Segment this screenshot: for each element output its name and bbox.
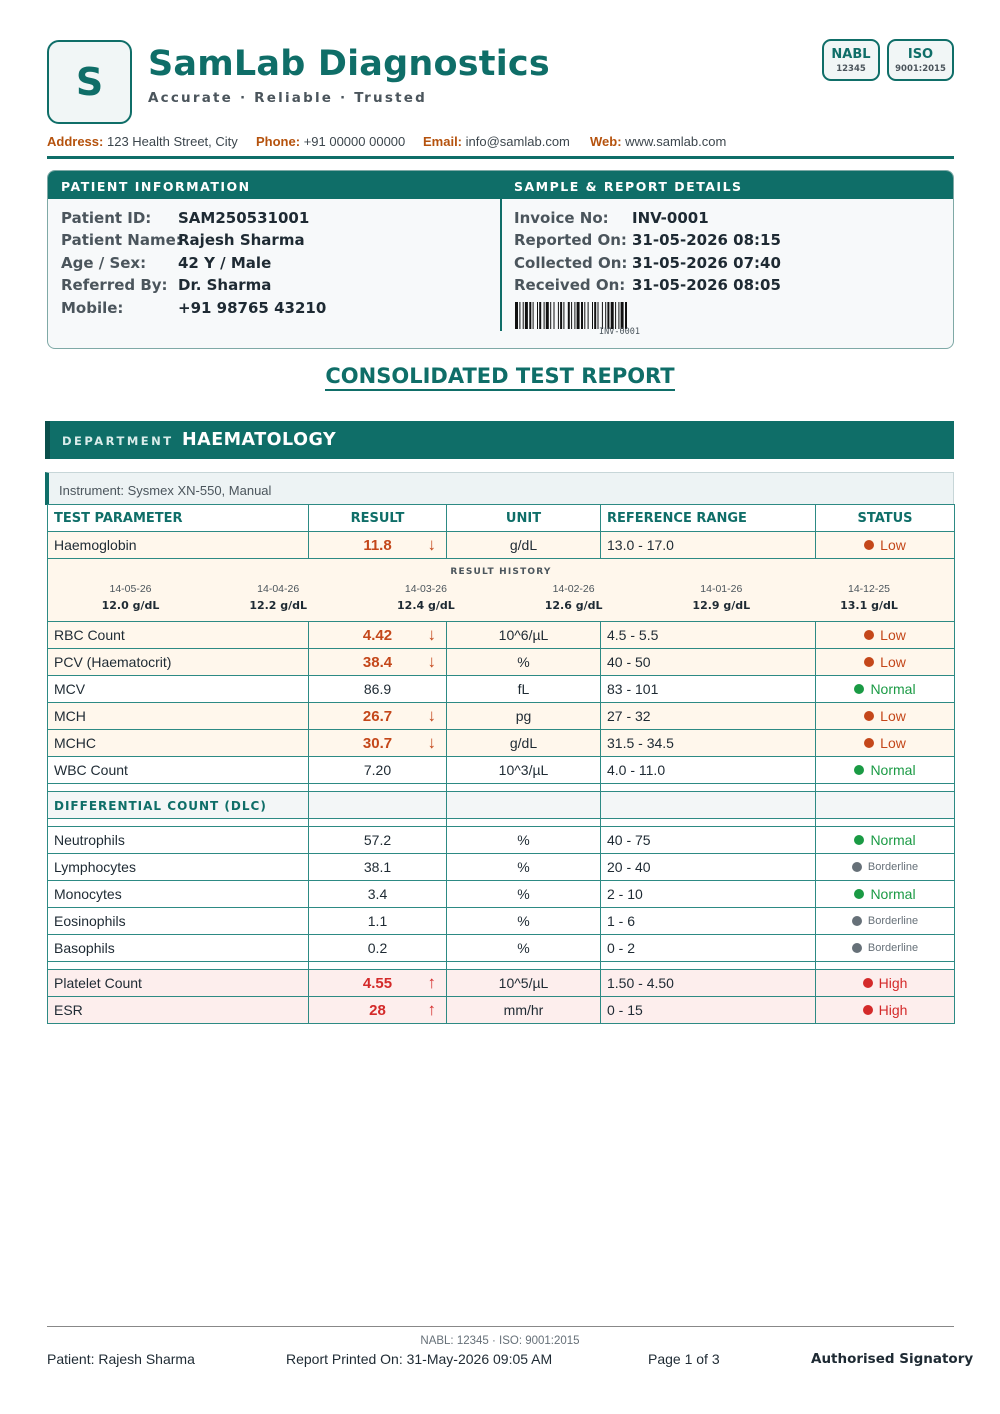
unit-cell: %	[447, 854, 601, 881]
barcode-bar	[546, 302, 549, 329]
barcode-bar	[558, 302, 559, 329]
instrument-note: Instrument: Sysmex XN-550, Manual	[45, 472, 954, 505]
reference-range: 0 - 15	[601, 997, 816, 1024]
test-parameter: MCHC	[48, 730, 309, 757]
barcode-bar	[577, 302, 580, 329]
reference-range: 1 - 6	[601, 908, 816, 935]
status-dot-icon	[863, 1005, 873, 1015]
barcode-bar	[611, 302, 614, 329]
barcode-bar	[598, 302, 599, 329]
patient-info-panel	[47, 170, 954, 349]
barcode-label: INV-0001	[599, 327, 640, 337]
col-reference-range: REFERENCE RANGE	[601, 505, 816, 532]
logo-letter: S	[75, 60, 104, 104]
status-badge: Low	[880, 627, 906, 643]
header-rule	[47, 156, 954, 159]
result-cell	[309, 676, 447, 703]
results-table	[47, 504, 955, 1024]
status-cell	[816, 970, 955, 997]
status-badge: High	[878, 975, 908, 991]
arrow-down-icon: ↓	[427, 705, 436, 725]
history-item	[205, 583, 352, 612]
field-value: INV-0001	[632, 209, 709, 227]
barcode-bar	[568, 302, 570, 329]
history-value: 12.2 g/dL	[249, 599, 308, 612]
status-dot-icon	[854, 765, 864, 775]
history-item	[500, 583, 647, 612]
result-value: 26.7	[362, 707, 393, 725]
status-badge: Low	[880, 654, 906, 670]
test-parameter: MCH	[48, 703, 309, 730]
table-row	[48, 703, 955, 730]
barcode-bar	[554, 302, 555, 329]
status-cell	[816, 854, 955, 881]
test-parameter: Monocytes	[48, 881, 309, 908]
barcode-bar	[529, 302, 531, 329]
barcode-bar	[605, 302, 606, 329]
field-label: Collected On:	[514, 253, 628, 272]
result-cell	[309, 757, 447, 784]
result-value: 86.9	[363, 681, 392, 697]
history-item	[352, 583, 499, 612]
nabl-badge	[822, 39, 880, 81]
status-dot-icon	[864, 540, 874, 550]
result-cell	[309, 532, 447, 559]
status-badge: High	[878, 1002, 908, 1018]
result-value: 3.4	[367, 886, 388, 902]
unit-cell: pg	[447, 703, 601, 730]
barcode-icon	[515, 302, 735, 329]
history-item	[796, 583, 943, 612]
unit-cell: %	[447, 881, 601, 908]
section-label: DIFFERENTIAL COUNT (DLC)	[54, 799, 267, 813]
history-item	[57, 583, 204, 612]
result-value: 1.1	[367, 913, 388, 929]
history-date: 14-05-26	[109, 583, 152, 595]
arrow-down-icon: ↓	[427, 534, 436, 554]
status-cell	[816, 935, 955, 962]
table-row	[48, 676, 955, 703]
result-value: 11.8	[363, 536, 392, 554]
footer-accreditation: NABL: 12345 · ISO: 9001:2015	[420, 1335, 580, 1347]
test-parameter: Eosinophils	[48, 908, 309, 935]
reference-range: 31.5 - 34.5	[601, 730, 816, 757]
field-value: 31-05-2026 07:40	[632, 253, 781, 272]
result-cell	[309, 622, 447, 649]
col-unit: UNIT	[447, 505, 601, 532]
barcode-bar	[602, 302, 603, 329]
field-value: 42 Y / Male	[178, 253, 272, 272]
status-cell	[816, 730, 955, 757]
status-cell	[816, 757, 955, 784]
unit-cell: g/dL	[447, 730, 601, 757]
field-label: Received On:	[514, 276, 626, 295]
table-row	[48, 970, 955, 997]
test-parameter: Neutrophils	[48, 827, 309, 854]
status-badge: Borderline	[867, 861, 919, 873]
status-cell	[816, 703, 955, 730]
reference-range: 40 - 75	[601, 827, 816, 854]
unit-cell: 10^6/µL	[447, 622, 601, 649]
result-value: 28	[369, 1001, 386, 1019]
status-cell	[816, 997, 955, 1024]
status-cell	[816, 827, 955, 854]
result-cell	[309, 997, 447, 1024]
barcode-bar	[515, 302, 518, 329]
col-test-parameter: TEST PARAMETER	[48, 505, 309, 532]
badge-title: NABL	[831, 47, 871, 62]
result-value: 7.20	[363, 762, 392, 778]
field-value: SAM250531001	[178, 209, 310, 227]
arrow-down-icon: ↓	[427, 732, 436, 752]
unit-cell: %	[447, 908, 601, 935]
result-value: 0.2	[367, 940, 388, 956]
barcode-bar	[525, 302, 528, 329]
footer-rule	[47, 1326, 954, 1327]
barcode-bar	[615, 302, 616, 329]
lab-tagline: Accurate · Reliable · Trusted	[148, 90, 427, 106]
contact-email[interactable]: Email: info@samlab.com	[423, 134, 570, 149]
department-name: HAEMATOLOGY	[182, 430, 337, 450]
arrow-up-icon: ↑	[427, 999, 436, 1019]
status-badge: Borderline	[867, 942, 919, 954]
result-cell	[309, 827, 447, 854]
test-parameter: Platelet Count	[48, 970, 309, 997]
history-title: RESULT HISTORY	[450, 567, 552, 577]
result-value: 30.7	[362, 734, 393, 752]
footer-printed: Report Printed On: 31-May-2026 09:05 AM	[286, 1351, 553, 1367]
history-value: 12.4 g/dL	[397, 599, 455, 612]
col-status: STATUS	[816, 505, 955, 532]
unit-cell: fL	[447, 676, 601, 703]
test-parameter: PCV (Haematocrit)	[48, 649, 309, 676]
arrow-down-icon: ↓	[427, 624, 436, 644]
history-value: 12.0 g/dL	[101, 599, 160, 612]
patient-info-heading: PATIENT INFORMATION	[61, 179, 251, 194]
result-value: 38.1	[363, 859, 392, 875]
result-cell	[309, 703, 447, 730]
arrow-up-icon: ↑	[427, 972, 436, 992]
section-row	[48, 792, 955, 819]
table-row	[48, 997, 955, 1024]
test-parameter: Haemoglobin	[48, 532, 309, 559]
status-dot-icon	[864, 711, 874, 721]
history-value: 12.6 g/dL	[544, 599, 603, 612]
badge-sub: 9001:2015	[895, 64, 946, 74]
sample-info-heading: SAMPLE & REPORT DETAILS	[514, 179, 743, 194]
barcode-bar	[592, 302, 593, 329]
barcode-bar	[539, 302, 541, 329]
status-dot-icon	[863, 978, 873, 988]
footer-patient: Patient: Rajesh Sharma	[47, 1351, 195, 1367]
unit-cell: 10^3/µL	[447, 757, 601, 784]
status-badge: Low	[880, 735, 906, 751]
status-badge: Low	[880, 708, 906, 724]
history-date: 14-04-26	[257, 583, 300, 595]
table-row	[48, 532, 955, 559]
result-value: 38.4	[362, 653, 393, 671]
table-row	[48, 730, 955, 757]
reference-range: 4.0 - 11.0	[601, 757, 816, 784]
status-dot-icon	[852, 943, 862, 953]
field-value: Dr. Sharma	[178, 276, 272, 295]
result-cell	[309, 935, 447, 962]
table-row	[48, 622, 955, 649]
result-cell	[309, 730, 447, 757]
status-badge: Normal	[870, 832, 916, 848]
barcode-bar	[563, 302, 564, 329]
barcode-bar	[533, 302, 534, 329]
col-result: RESULT	[309, 505, 447, 532]
field-value: +91 98765 43210	[178, 298, 327, 317]
table-row	[48, 827, 955, 854]
status-dot-icon	[854, 889, 864, 899]
reference-range: 83 - 101	[601, 676, 816, 703]
history-date: 14-03-26	[404, 583, 447, 595]
reference-range: 40 - 50	[601, 649, 816, 676]
department-banner	[45, 421, 954, 459]
barcode-bar	[519, 302, 520, 329]
contact-phone: Phone: +91 00000 00000	[256, 134, 406, 149]
barcode-bar	[544, 302, 545, 329]
field-value: 31-05-2026 08:15	[632, 231, 781, 250]
test-parameter: Lymphocytes	[48, 854, 309, 881]
barcode-bar	[537, 302, 538, 329]
reference-range: 4.5 - 5.5	[601, 622, 816, 649]
result-cell	[309, 881, 447, 908]
barcode-bar	[523, 302, 524, 329]
iso-badge	[887, 39, 954, 81]
table-row	[48, 935, 955, 962]
field-label: Mobile:	[61, 298, 124, 317]
barcode-bar	[574, 302, 575, 329]
status-cell	[816, 532, 955, 559]
status-dot-icon	[852, 916, 862, 926]
unit-cell: g/dL	[447, 532, 601, 559]
spacer-row	[48, 784, 955, 792]
contact-address: Address: 123 Health Street, City	[47, 134, 238, 149]
field-label: Referred By:	[61, 276, 168, 295]
table-row	[48, 854, 955, 881]
lab-logo	[47, 40, 132, 124]
barcode-bar	[581, 302, 583, 329]
unit-cell: mm/hr	[447, 997, 601, 1024]
reference-range: 1.50 - 4.50	[601, 970, 816, 997]
test-parameter: Basophils	[48, 935, 309, 962]
barcode-bar	[594, 302, 596, 329]
contact-web[interactable]: Web: www.samlab.com	[590, 134, 727, 149]
unit-cell: %	[447, 649, 601, 676]
spacer-row	[48, 962, 955, 970]
table-row	[48, 649, 955, 676]
status-cell	[816, 622, 955, 649]
reference-range: 20 - 40	[601, 854, 816, 881]
history-value: 12.9 g/dL	[692, 599, 751, 612]
table-row	[48, 757, 955, 784]
field-value: 31-05-2026 08:05	[632, 276, 781, 295]
reference-range: 2 - 10	[601, 881, 816, 908]
footer-signatory: Authorised Signatory	[811, 1351, 974, 1367]
test-parameter: ESR	[48, 997, 309, 1024]
test-parameter: RBC Count	[48, 622, 309, 649]
field-value: Rajesh Sharma	[178, 231, 305, 250]
field-label: Age / Sex:	[61, 253, 147, 272]
test-parameter: WBC Count	[48, 757, 309, 784]
history-value: 13.1 g/dL	[840, 599, 898, 612]
reference-range: 13.0 - 17.0	[601, 532, 816, 559]
footer-page: Page 1 of 3	[648, 1351, 720, 1367]
status-dot-icon	[852, 862, 862, 872]
status-dot-icon	[854, 835, 864, 845]
barcode-bar	[607, 302, 609, 329]
field-label: Invoice No:	[514, 209, 609, 227]
result-value: 4.55	[362, 974, 393, 992]
status-badge: Normal	[870, 681, 916, 697]
unit-cell: 10^5/µL	[447, 970, 601, 997]
arrow-down-icon: ↓	[427, 651, 436, 671]
unit-cell: %	[447, 827, 601, 854]
field-label: Patient Name:	[61, 231, 182, 250]
result-value: 4.42	[362, 626, 393, 644]
status-badge: Normal	[870, 886, 916, 902]
barcode-bar	[560, 302, 562, 329]
report-title: CONSOLIDATED TEST REPORT	[0, 364, 1000, 388]
status-cell	[816, 881, 955, 908]
spacer-row	[48, 819, 955, 827]
status-dot-icon	[864, 630, 874, 640]
field-label: Reported On:	[514, 231, 627, 250]
badge-sub: 12345	[836, 64, 866, 74]
result-cell	[309, 908, 447, 935]
table-row	[48, 881, 955, 908]
result-history-row	[48, 559, 955, 622]
unit-cell: %	[447, 935, 601, 962]
status-dot-icon	[864, 738, 874, 748]
status-cell	[816, 676, 955, 703]
lab-name: SamLab Diagnostics	[148, 44, 550, 84]
status-badge: Low	[880, 537, 906, 553]
barcode-bar	[550, 302, 551, 329]
result-cell	[309, 649, 447, 676]
status-cell	[816, 908, 955, 935]
barcode-bar	[588, 302, 589, 329]
status-badge: Borderline	[867, 915, 919, 927]
field-label: Patient ID:	[61, 209, 152, 227]
result-value: 57.2	[363, 832, 392, 848]
table-row	[48, 908, 955, 935]
barcode-bar	[584, 302, 585, 329]
test-parameter: MCV	[48, 676, 309, 703]
department-label: DEPARTMENT	[62, 434, 174, 448]
barcode-bar	[618, 302, 619, 329]
history-item	[648, 583, 795, 612]
history-date: 14-02-26	[552, 583, 595, 595]
info-divider	[500, 171, 502, 331]
reference-range: 0 - 2	[601, 935, 816, 962]
history-date: 14-12-25	[847, 583, 891, 595]
badge-title: ISO	[907, 47, 934, 62]
status-cell	[816, 649, 955, 676]
status-badge: Normal	[870, 762, 916, 778]
reference-range: 27 - 32	[601, 703, 816, 730]
result-cell	[309, 970, 447, 997]
barcode-bar	[571, 302, 572, 329]
barcode-bar	[625, 302, 627, 329]
history-date: 14-01-26	[700, 583, 743, 595]
barcode-bar	[621, 302, 624, 329]
status-dot-icon	[864, 657, 874, 667]
status-dot-icon	[854, 684, 864, 694]
result-cell	[309, 854, 447, 881]
